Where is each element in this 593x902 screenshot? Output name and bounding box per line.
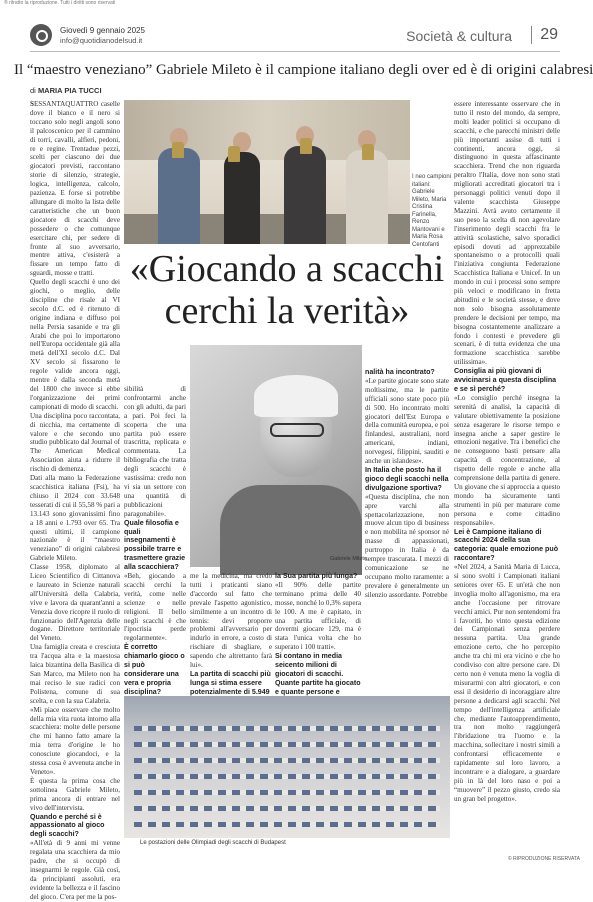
article-paragraph: Una famiglia creata e cresciuta tra l'acqua alta e la maestosa laica bizantina della Basilica di San Marco, ma Mileto non ha mai reciso le sue radici con Polistena, comune di sua scelta, e con la sua Calabria. bbox=[30, 643, 120, 705]
article-paragraph: me la medicina, ma credo tutti i praticanti siano d'accordo sul fatto che prevale l'aspetto agonistico, similmente a un incontro di tennis: devi proporre problemi all'avversario per indurlo in errore, a costo di rischiare di sbagliare, e sapendo che altrettanto farà lui». bbox=[190, 572, 272, 670]
interview-question: Consiglia ai più giovani di avvicinarsi a questa disciplina e se sì perché? bbox=[454, 367, 557, 393]
section-title: Società & cultura bbox=[406, 28, 512, 44]
page-header bbox=[30, 22, 560, 52]
article-headline: «Giocando a scacchi cerchi la verità» bbox=[129, 248, 445, 332]
chess-table-row bbox=[134, 742, 440, 747]
article-paragraph: «Questa disciplina, che non apre varchi alla spettacolarizzazione, non muove alcun tipo di business e non mobilita né sponsor né masse di appassionati, purtroppo in Italia è da sempre trascurata. I mezzi di comunicazione se ne occupano molto raramente: a prevalere è generalmente un silenzio assordante. Potrebbe bbox=[365, 492, 449, 599]
interview-question: nalità ha incontrato? bbox=[365, 368, 435, 376]
chess-table-row bbox=[134, 774, 440, 779]
article-paragraph: È questa la prima cosa che sottolinea Gabriele Mileto, prima ancora di entrare nel vivo dell'intervista. bbox=[30, 776, 120, 812]
interview-question: È corretto chiamarlo gioco o si può considerare una vera e propria disciplina? bbox=[124, 643, 185, 696]
article-column-4 bbox=[275, 572, 361, 696]
article-paragraph: «Lo consiglio perché insegna la serenità di analisi, la capacità di valutare obiettivamente la posizione senza esagerare le risorse tempo e insegna anche a saper gestire le emozioni negative. Tra i benefici che ne conseguono basti pensare alla capacità di concentrazione, al rispetto delle regole e anche alla comprensione della partita di genere. Un giovane che si approccia a questo mondo ha sicuramente tanti strumenti in più per maturare come persona e come cittadino responsabile». bbox=[454, 393, 560, 527]
article-paragraph: «Il 90% delle partite terminano prima delle 40 mosse, nonché lo 0,3% supera le 100. A me è capitato, in una partita ufficiale, di dovermi giocare 129, ma è stata l'unica volta che ho superato i 100 tratti». bbox=[275, 580, 361, 652]
byline-author: MARIA PIA TUCCI bbox=[37, 86, 102, 95]
interview-question: La partita di scacchi più lunga si stima essere potenzialmente di 5.949 bbox=[190, 669, 271, 696]
person-figure bbox=[346, 150, 388, 244]
chess-table-row bbox=[134, 822, 440, 827]
portrait-caption: Gabriele Mileto bbox=[330, 556, 367, 562]
interview-question: In Italia che posto ha il gioco degli scacchi nella divulgazione sportiva? bbox=[365, 465, 449, 492]
article-paragraph: «Nel 2024, a Sanità Maria di Lucca, si sono svolti i Campionati italiani seniores over 65. E un'età che non invoglia molto all'agonismo, ma era anche l'occasione per ritrovare vecchi amici. Pur non sentendomi fra i favoriti, ho vinto questa edizione dei Campionati senza perdere nessuna partita. Una grande emozione certo, che ho percepito anche tra chi mi era vicino e che ho condiviso con altre persone care. Di certo non è venuta meno la voglia di misurarmi con altri giocatori, e con essi il desiderio di incoraggiare altre persone a dedicarsi agli scacchi. Nel tempo dell'intelligenza artificiale che, mediante l'autoapprendimento, tra non molto raggiungerà l'ibridazione tra l'uomo e la macchina, sollecitare i nostri simili a confrontarsi efficacemente e rapidamente sul loro lavoro, a incontrare e a dialogare, a guardare più in là del loro naso e poi a “muovere” il pezzo giusto, credo sia un gran bel progetto». bbox=[454, 563, 560, 803]
person-figure bbox=[224, 152, 260, 244]
chess-table-row bbox=[134, 758, 440, 763]
article-paragraph: Classe 1958, diplomato al Liceo Scientifico di Cittanova e laureato in Scienze naturali all'Università della Calabria, vive e lavora da quarant'anni a Venezia dove ricopre il ruolo di funzionario dell'Agenzia delle dogane. Direttore territoriale del Veneto. bbox=[30, 563, 120, 643]
page-number: 29 bbox=[531, 26, 558, 44]
interview-question: Quando e perché si è appassionato al gioco degli scacchi? bbox=[30, 812, 105, 839]
trophy-icon bbox=[228, 146, 240, 162]
contact-email[interactable]: info@quotidianodelsud.it bbox=[60, 36, 143, 45]
chess-table-row bbox=[134, 726, 440, 731]
byline bbox=[30, 86, 102, 95]
issue-date: Giovedì 9 gennaio 2025 bbox=[60, 26, 145, 35]
article-paragraph: sibilità di confrontarmi anche con gli adulti, da pari a pari. Poi feci la scoperta che una partita può essere trascritta, replicata e commentata. La bibliografia che tratta degli scacchi è vastissima: credo non vi sia un settore con una quantità di pubblicazioni paragonabile». bbox=[124, 385, 186, 518]
article-kicker: Il “maestro veneziano” Gabriele Mileto è il campione italiano degli over ed è di origini calabresi bbox=[14, 62, 593, 78]
article-column-5 bbox=[365, 368, 449, 692]
article-paragraph: essere interessante osservare che in tutto il resto del mondo, da sempre, molti leader politici si occupano di scacchi, e che parecchi ministri delle più importanti assise di tutti i continenti, ancora oggi, si distinguono in questa affascinante scacchiera. Trend che non riguarda peraltro l'Italia, dove non sono stati migliorati accreditati giocatori tra i personaggi politici venuti dopo il valente scacchista Giuseppe Mazzini. Avrà avuto certamente il suo peso la scelta di non agevolare l'inserimento degli scacchi fra le attività scolastiche, salvo sporadici episodi dovuti ad apprezzabile spontaneismo o a protocolli quali l'iniziativa congiunta Federazione Scacchistica Italiana e Unicef. In un mondo in cui i processi sono sempre più veloci e modificano in fretta abitudini e le società stesse, e dove non solo bisogna assolutamente prendere le decisioni per tempo, ma bisogna costantemente analizzare a fondo i contesti e prevedere gli scenari, è di tutta evidenza che una formazione scacchistica sarebbe utilissima». bbox=[454, 100, 560, 367]
article-paragraph: SESSANTAQUATTRO caselle dove il bianco e il nero si toccano solo negli angoli sono il palcoscenico per il cammino di torri, cavalli, alfieri, pedoni, re e regine. Trentadue pezzi, scelti per ciascuno dei due giocatori previsti, raccontano storie di silenzio, strategie, logica, intelligenza, calcolo, pazienza. E forse si potrebbe allungare di molto la lista delle caratteristiche che un buon giocatore di scacchi deve possedere o che comunque esercitare chi, per sedere di fronte al suo avversario, mentre attiva, c'esisterà a fissare un tempo fatto di sguardi, mosse e tratti. bbox=[30, 100, 120, 278]
olympiad-photo-caption: Le postazioni delle Olimpiadi degli scacchi di Budapest bbox=[140, 840, 286, 846]
newspaper-logo-icon bbox=[30, 24, 52, 46]
article-paragraph: «Le partite giocate sono state moltissime, ma le partite ufficiali sono state poco più di 500. Ho incontrato molti giocatori dell'Est Europa e della comunità europea, e poi finlandesi, australiani, nord americani, indiani, norvegesi, filippini, sauditi e anche un islandese». bbox=[365, 376, 449, 466]
usage-note: ® ritratto la riproduzione. Tutti i diritti sono riservati bbox=[4, 0, 116, 6]
trophy-icon bbox=[300, 138, 312, 154]
chess-table-row bbox=[134, 806, 440, 811]
article-column-1 bbox=[30, 100, 120, 901]
interview-question: Si contano in media seicento milioni di giocatori di scacchi. Quante partite ha giocato e quante persone e bbox=[275, 652, 361, 696]
chess-table-row bbox=[134, 790, 440, 795]
article-paragraph: Dati alla mano la Federazione scacchistica italiana (Fsi), ha chiuso il 2024 con 33.648 tesserati di cui il 55,58 % pari a 13.143 sono giovanissimi fino a 18 anni e 1.793 over 65. Tra questi ultimi, il campione nazionale è il “maestro veneziano” di origini calabresi Gabriele Mileto. bbox=[30, 474, 120, 563]
person-figure bbox=[158, 148, 200, 244]
interview-question: la Sua partita più lunga? bbox=[275, 572, 358, 580]
interview-question: Quale filosofia e quali insegnamenti è possibile trarre e trasmettere grazie alla scacchiera? bbox=[124, 518, 186, 572]
article-column-6 bbox=[454, 100, 560, 803]
trophy-icon bbox=[172, 142, 184, 158]
winners-photo bbox=[124, 100, 410, 244]
portrait-hair bbox=[254, 375, 338, 417]
glasses-icon bbox=[270, 423, 324, 437]
winners-photo-caption: I neo campioni italiani: Gabriele Mileto, Maria Cristina Farinella, Renzo Mantovani e Maria Rosa Centofanti bbox=[412, 174, 452, 248]
byline-prefix: di bbox=[30, 86, 36, 95]
olympiad-hall-photo bbox=[124, 696, 450, 838]
article-paragraph: «Mi piace osservare che molto della mia vita ruota intorno alla scacchiera: molte delle persone che mi hanno fatto amare la mia terra d'origine le ho conosciute giocandoci, e la stessa cosa è avvenuta anche in Veneto». bbox=[30, 705, 120, 776]
trophy-icon bbox=[362, 144, 374, 160]
interview-question: Lei è Campione italiano di scacchi 2024 della sua categoria: quale emozione può raccontare? bbox=[454, 527, 559, 563]
article-column-3 bbox=[190, 572, 272, 696]
person-figure bbox=[284, 146, 326, 244]
article-paragraph: Una disciplina poco raccontata, di nicchia, ma certamente di valore e che secondo uno studio pubblicato dal Journal of The American Medical Association aiuta a ridurre il rischio di demenza. bbox=[30, 411, 120, 474]
article-column-2 bbox=[124, 385, 186, 696]
article-paragraph: Quello degli scacchi è uno dei giochi, o meglio, delle discipline che risale al VI secolo d.C. ed è ritenuto di origine indiana e diffuso poi nella Persia sasanide e tra gli Arabi che poi lo importarono nell'Europa occidentale già alla metà dell'XI secolo d.C. Dal XV secolo si fissarono le regole valide ancora oggi, mentre è dalla seconda metà del 1800 che invece si ebbe l'organizzazione dei primi campionati di modo di scacchi. bbox=[30, 278, 120, 411]
portrait-photo bbox=[190, 345, 362, 567]
copyright-notice: © RIPRODUZIONE RISERVATA bbox=[508, 856, 580, 862]
article-paragraph: «Beh, giocando a scacchi cerchi la verità, come nelle scienze e nelle religioni. Il bello negli scacchi è che l'ipocrisia perde regolarmente». bbox=[124, 572, 186, 643]
article-paragraph: «All'età di 9 anni mi venne regalata una scacchiera da mio padre, che si occupò di insegnarmi le regole. Già così, da principianti assoluti, era evidente la bellezza e il fascino del gioco. C'era per me la pos- bbox=[30, 839, 120, 901]
